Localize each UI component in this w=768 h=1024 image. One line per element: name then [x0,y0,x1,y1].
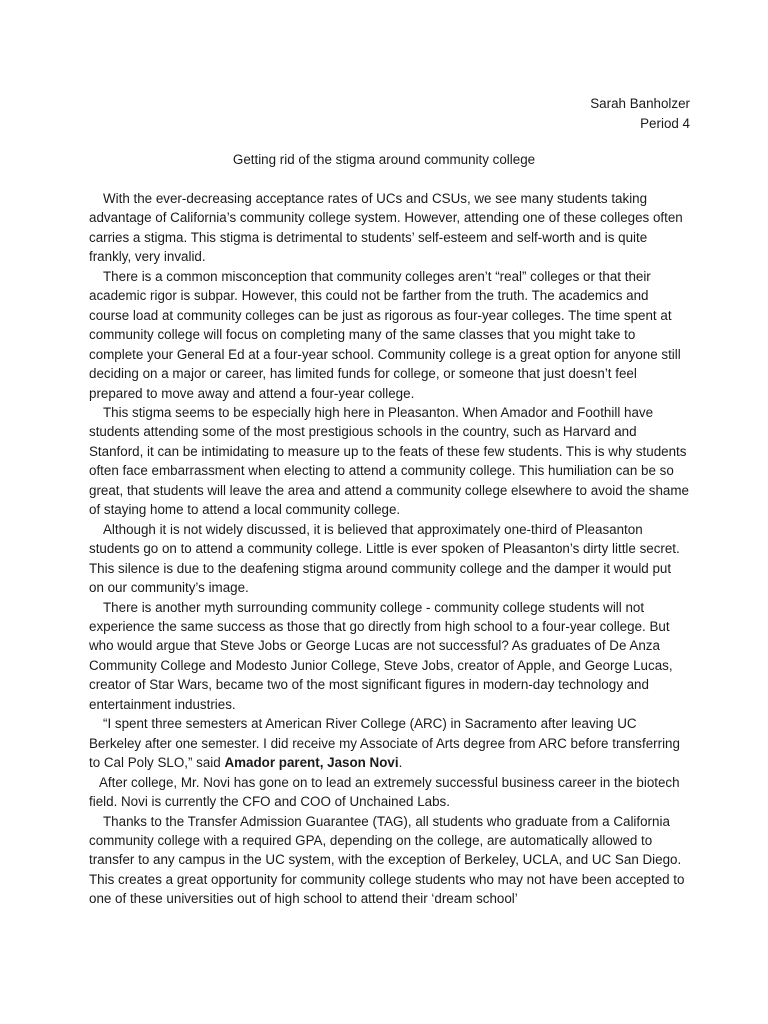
document-title: Getting rid of the stigma around community college [232,152,536,167]
paragraph: Thanks to the Transfer Admission Guarantee (TAG), all students who graduate from a California community college with a required GPA, depending on the college, are automatically allowed to transfer to any campus in the UC system, with the exception of Berkeley, UCLA, and UC San Diego. This creates a great opportunity for community college students who may not have been accepted to one of these universities out of high school to attend their ‘dream school’ [89,813,685,907]
author-name: Sarah Banholzer [590,96,690,111]
paragraph: This stigma seems to be especially high here in Pleasanton. When Amador and Foothill have students attending some of the most prestigious schools in the country, such as Harvard and Stanford, it can be intimidating to measure up to the feats of these few students. This is why students often face embarrassment when electing to attend a community college. This humiliation can be so great, that students will leave the area and attend a community college elsewhere to avoid the shame of staying home to attend a local community college. [89,404,689,518]
class-period: Period 4 [640,115,690,131]
document-header [590,94,690,133]
paragraph: After college, Mr. Novi has gone on to lead an extremely successful business career in the biotech field. Novi is currently the CFO and COO of Unchained Labs. [89,774,680,810]
document-body [89,189,689,909]
paragraph: There is another myth surrounding community college - community college students will not experience the same success as those that go directly from high school to a four-year college. But who would argue that Steve Jobs or George Lucas are not successful? As graduates of De Anza Community College and Modesto Junior College, Steve Jobs, creator of Apple, and George Lucas, creator of Star Wars, became two of the most significant figures in modern-day technology and entertainment industries. [89,599,673,712]
quote-attribution: Amador parent, Jason Novi [224,755,399,771]
paragraph: There is a common misconception that community colleges aren’t “real” colleges or that their academic rigor is subpar. However, this could not be farther from the truth. The academics and course load at community colleges can be just as rigorous as four-year colleges. The time spent at community college will focus on completing many of the same classes that you might take to complete your General Ed at a four-year school. Community college is a great option for anyone still deciding on a major or career, has limited funds for college, or someone that just doesn’t feel prepared to move away and attend a four-year college. [89,268,681,401]
paragraph-quote: “I spent three semesters at American River College (ARC) in Sacramento after leaving UC Berkeley after one semester. I did receive my Associate of Arts degree from ARC before transferring to Cal Poly SLO,” said Amador parent, Jason Novi. [89,716,680,771]
paragraph: With the ever-decreasing acceptance rates of UCs and CSUs, we see many students taking advantage of California’s community college system. However, attending one of these colleges often carries a stigma. This stigma is detrimental to students’ self-esteem and self-worth and is quite frankly, very invalid. [89,191,683,265]
paragraph: Although it is not widely discussed, it is believed that approximately one-third of Pleasanton students go on to attend a community college. Little is ever spoken of Pleasanton’s dirty little secret. This silence is due to the deafening stigma around community college and the damper it would put on our community’s image. [89,521,680,596]
